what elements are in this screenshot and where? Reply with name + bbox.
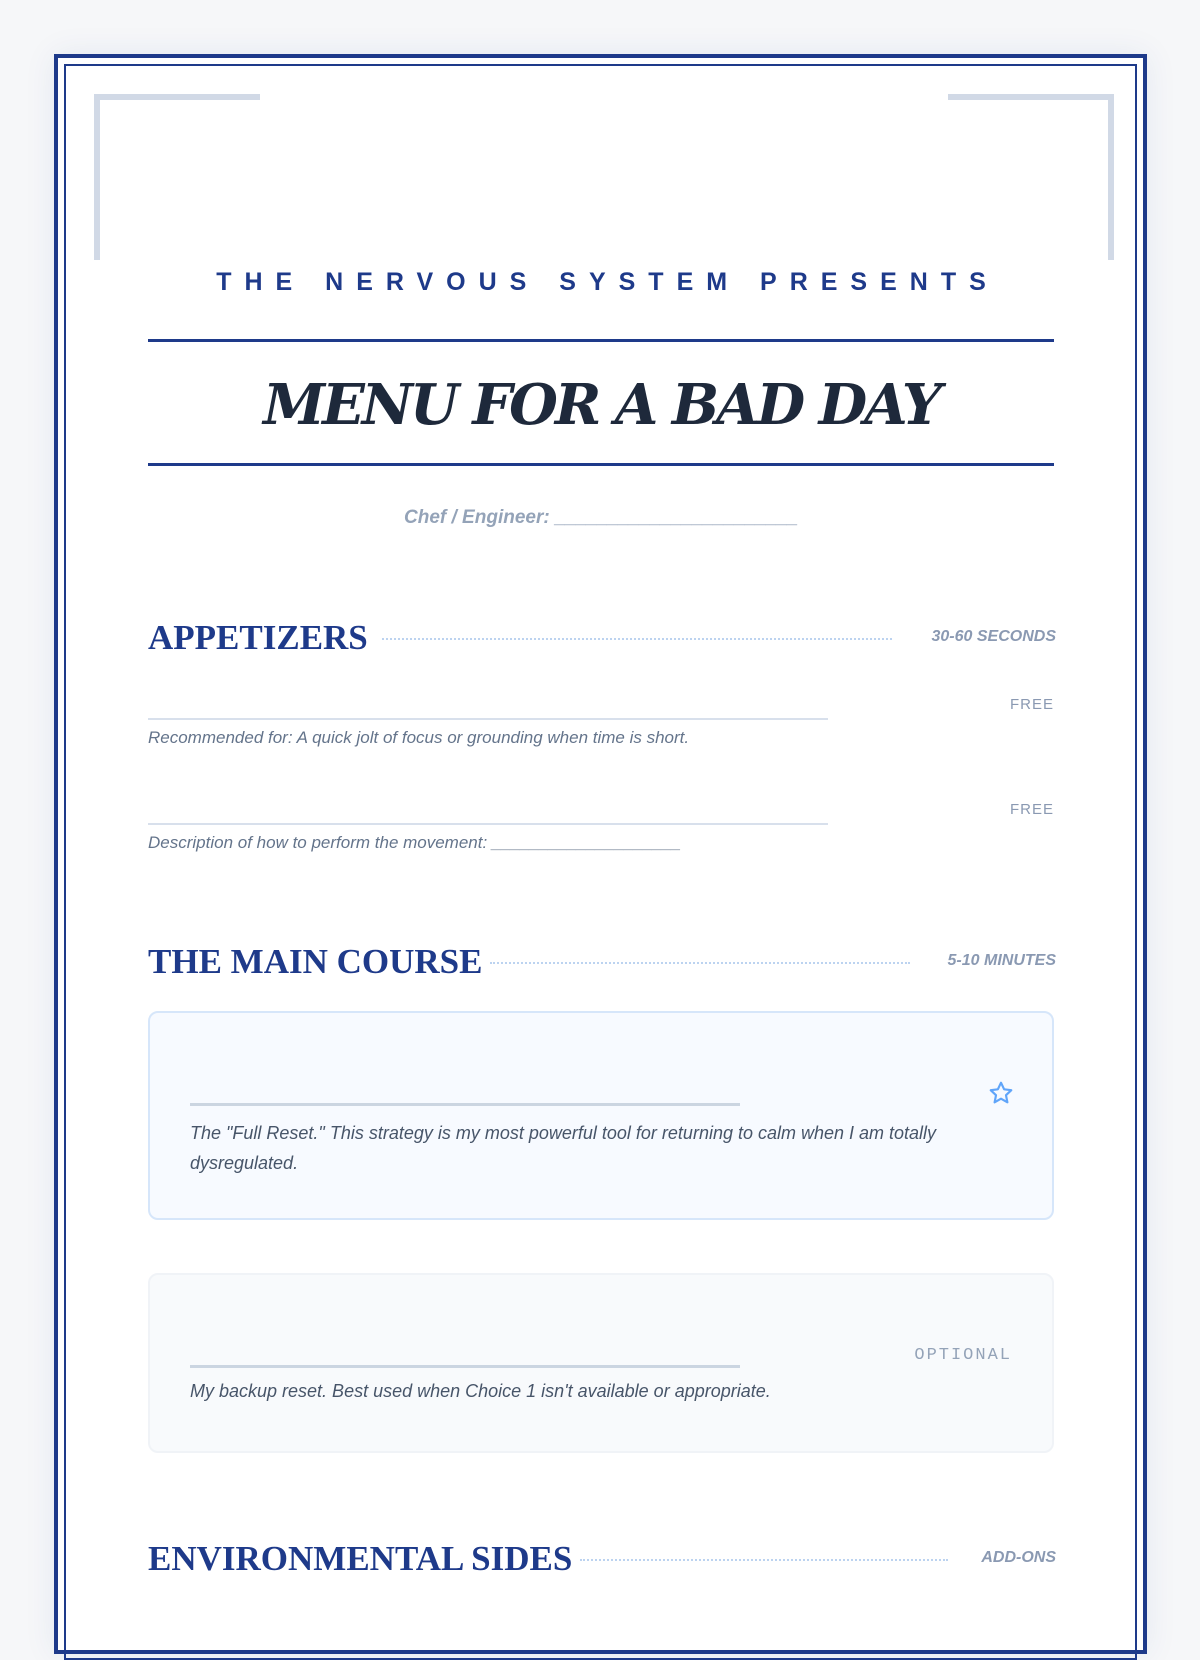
section-title: APPETIZERS bbox=[148, 618, 368, 657]
title-rule-bottom bbox=[148, 463, 1054, 466]
section-duration: 5-10 MINUTES bbox=[947, 952, 1056, 969]
section-dotted-leader bbox=[580, 1559, 948, 1561]
page-title: MENU FOR A BAD DAY bbox=[263, 372, 939, 438]
item-description: Description of how to perform the movement: ____________________ bbox=[148, 833, 682, 852]
section-duration: ADD-ONS bbox=[981, 1549, 1056, 1566]
corner-bracket-top-right bbox=[948, 94, 1114, 260]
section-duration: 30-60 SECONDS bbox=[931, 628, 1056, 645]
item-price: FREE bbox=[1009, 801, 1054, 818]
section-header-environmental-sides bbox=[148, 1539, 1056, 1579]
section-title: THE MAIN COURSE bbox=[148, 942, 483, 981]
optional-badge: OPTIONAL bbox=[914, 1346, 1012, 1365]
section-dotted-leader bbox=[490, 962, 910, 964]
chef-engineer-field[interactable]: Chef / Engineer: _______________________ bbox=[404, 507, 798, 528]
section-header-main-course bbox=[148, 942, 1056, 982]
item-description: Recommended for: A quick jolt of focus or grounding when time is short. bbox=[148, 728, 690, 747]
corner-bracket-top-left bbox=[94, 94, 260, 260]
section-header-appetizers bbox=[148, 618, 1056, 658]
item-name-blank[interactable] bbox=[148, 718, 828, 720]
card-name-blank[interactable] bbox=[190, 1365, 740, 1368]
star-icon bbox=[988, 1080, 1014, 1106]
card-description: The "Full Reset." This strategy is my most powerful tool for returning to calm when I am totally dysregulated. bbox=[190, 1123, 937, 1173]
section-dotted-leader bbox=[382, 638, 892, 640]
item-name-blank[interactable] bbox=[148, 823, 828, 825]
item-price: FREE bbox=[1009, 696, 1054, 713]
main-course-card-backup bbox=[148, 1273, 1054, 1453]
title-rule-top bbox=[148, 339, 1054, 342]
card-description: My backup reset. Best used when Choice 1 isn't available or appropriate. bbox=[190, 1381, 771, 1401]
main-course-card-primary bbox=[148, 1011, 1054, 1220]
section-title: ENVIRONMENTAL SIDES bbox=[148, 1539, 573, 1578]
eyebrow-text: THE NERVOUS SYSTEM PRESENTS bbox=[216, 268, 999, 296]
card-name-blank[interactable] bbox=[190, 1103, 740, 1106]
